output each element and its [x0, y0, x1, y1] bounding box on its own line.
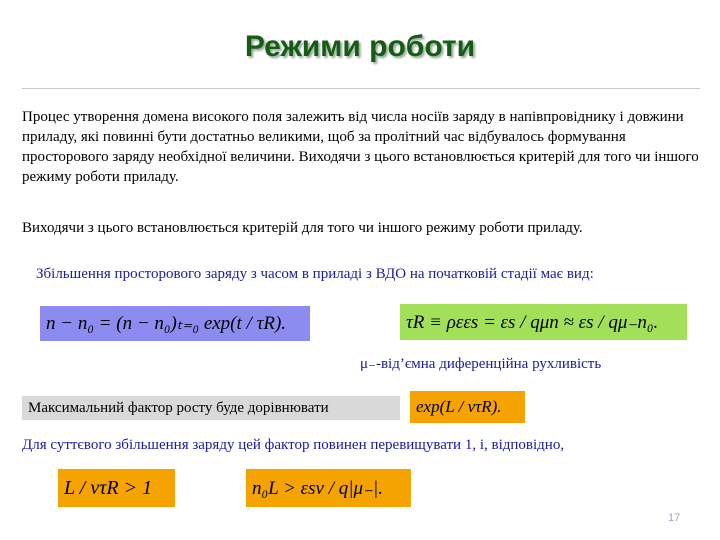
max-factor-label: Максимальний фактор росту буде дорівнювати — [22, 396, 400, 420]
title-divider — [22, 88, 700, 89]
formula-factor: exp(L / vτR). — [410, 391, 525, 423]
page-number: 17 — [668, 512, 681, 524]
formula-growth: n − n₀ = (n − n₀)ₜ₌₀ exp(t / τR). — [40, 306, 310, 341]
slide-title: Режими роботи — [244, 30, 476, 63]
growth-intro: Збільшення просторового заряду з часом в приладі з ВДО на початковій стадії має вид: — [36, 266, 594, 282]
mu-note: μ₋-від’ємна диференційна рухливість — [360, 356, 602, 372]
condition-text: Для суттєвого збільшення заряду цей фактор повинен перевищувати 1, і, відповідно, — [22, 437, 565, 453]
paragraph-2: Виходячи з цього встановлюється критерій для того чи іншого режиму роботи приладу. — [22, 220, 583, 236]
formula-condition-2: n₀L > εsv / q|μ₋|. — [246, 469, 411, 507]
formula-condition-1: L / vτR > 1 — [58, 469, 175, 507]
paragraph-1: Процес утворення домена високого поля залежить від числа носіїв заряду в напівпровіднику і довжини приладу, які повинні бути достатньо великими, щоб за пролітний час відбувалось формування просторового заряду необхідної величини. Виходячи з цього встановлюється критерій для того чи іншого режиму роботи приладу. — [22, 109, 699, 185]
formula-tau: τR ≡ ρεεs = εs / qμn ≈ εs / qμ₋n₀. — [400, 304, 687, 340]
